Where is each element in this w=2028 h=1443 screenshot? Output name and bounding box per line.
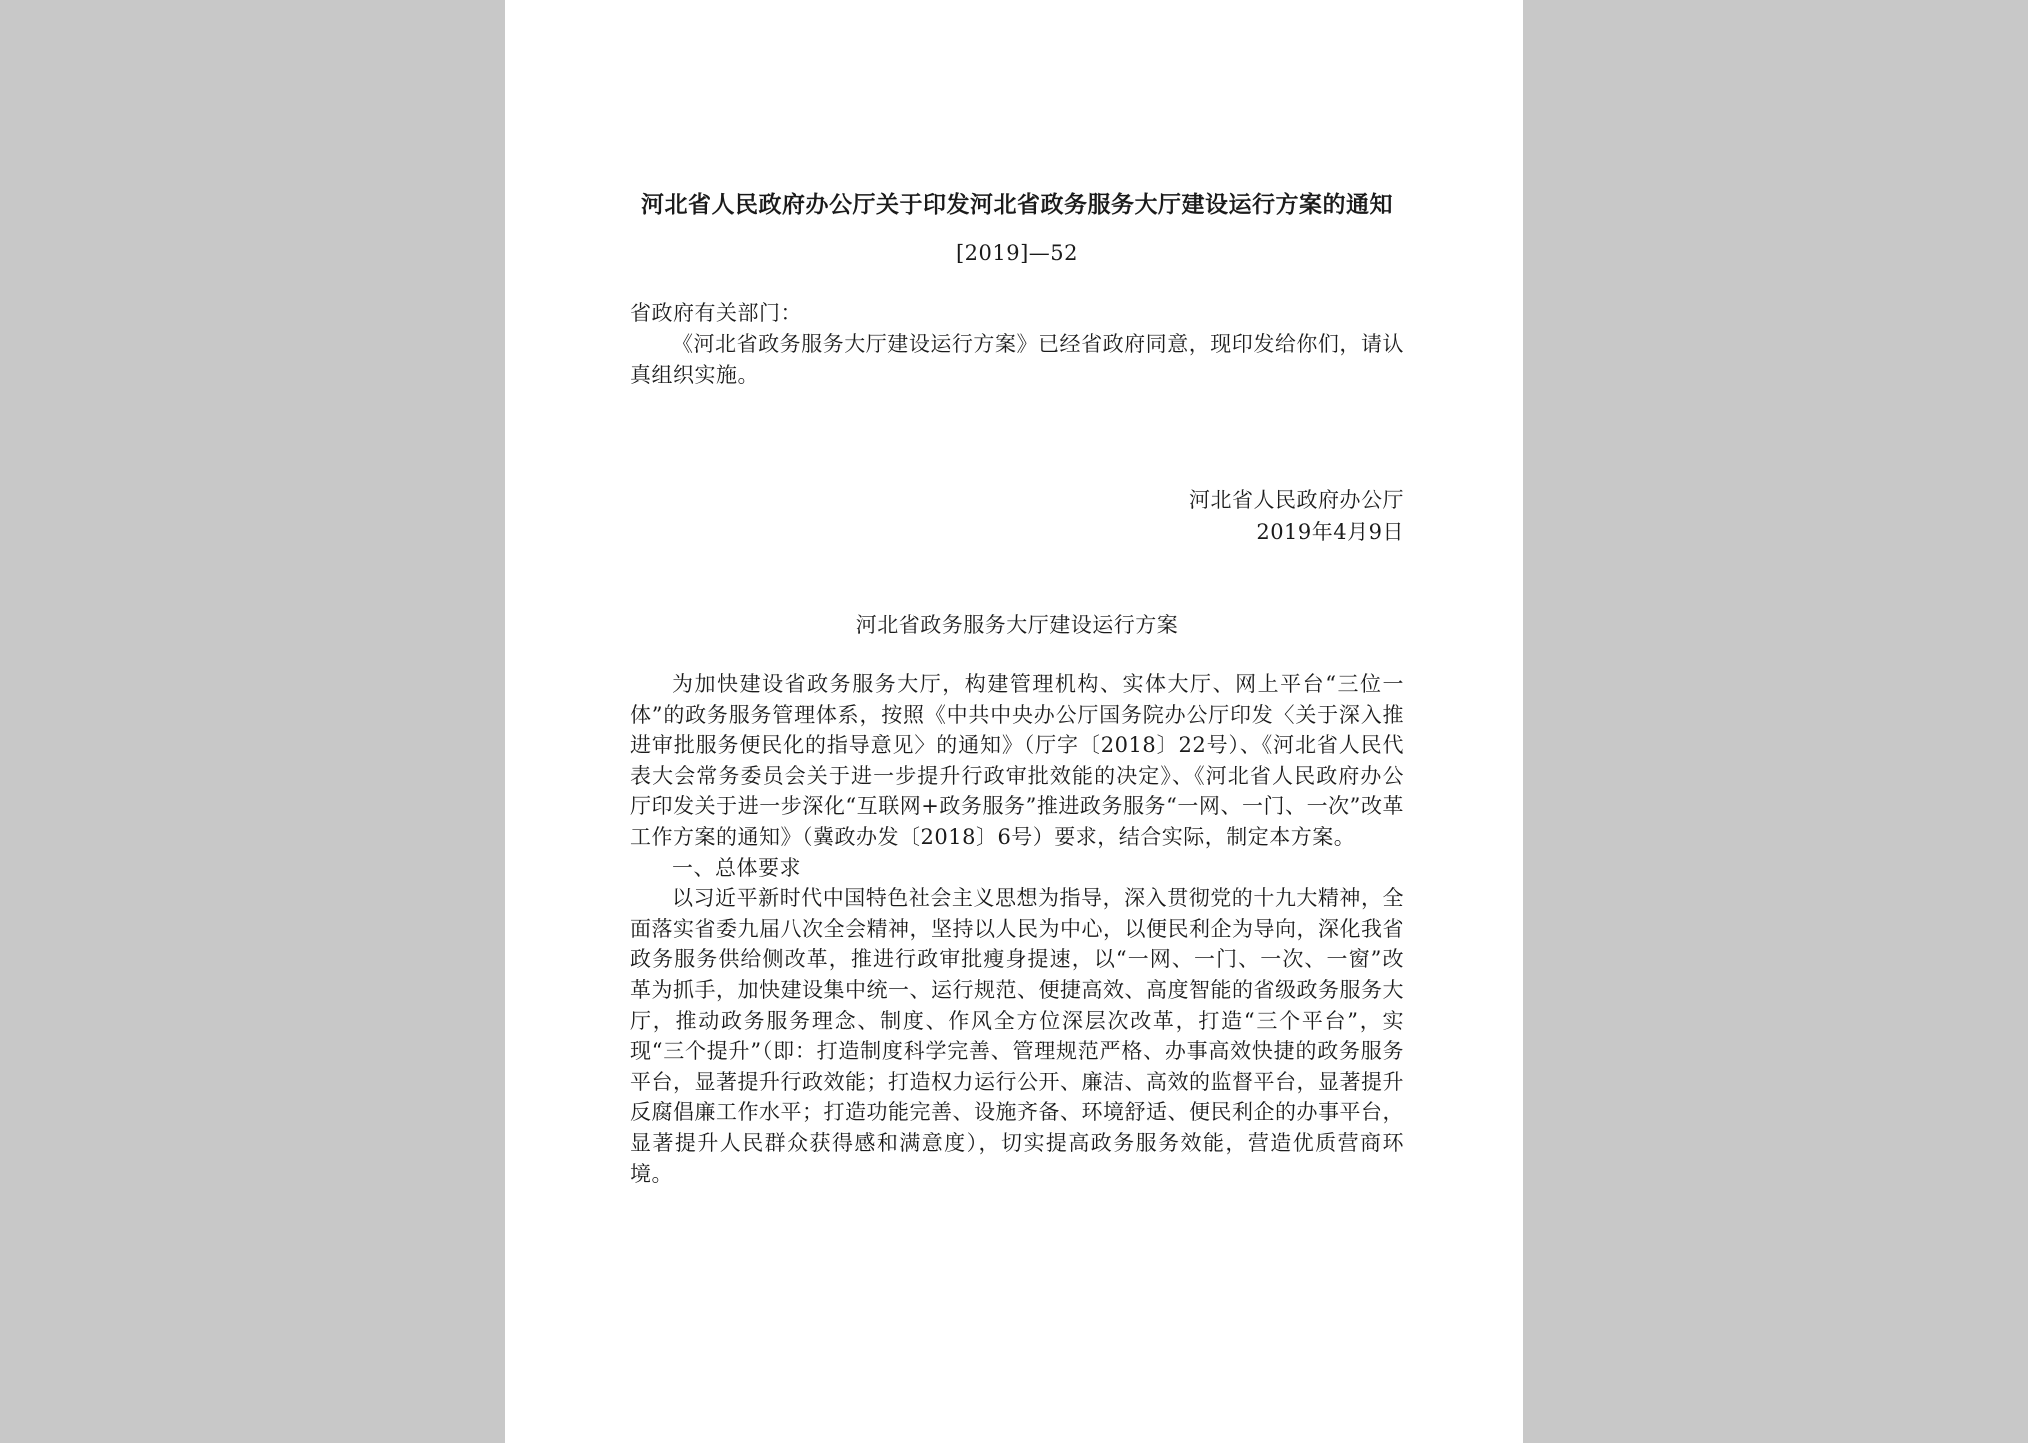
plan-paragraph-requirements: 以习近平新时代中国特色社会主义思想为指导，深入贯彻党的十九大精神，全面落实省委九届八次全会精神，坚持以人民为中心，以便民利企为导向，深化我省政务服务供给侧改革，推进行政审批瘦身提速，以“一网、一门、一次、一窗”改革为抓手，加快建设集中统一、运行规范、便捷高效、高度智能的省级政务服务大厅，推动政务服务理念、制度、作风全方位深层次改革，打造“三个平台”，实现“三个提升”（即：打造制度科学完善、管理规范严格、办事高效快捷的政务服务平台，显著提升行政效能；打造权力运行公开、廉洁、高效的监督平台，显著提升反腐倡廉工作水平；打造功能完善、设施齐备、环境舒适、便民利企的办事平台，显著提升人民群众获得感和满意度），切实提高政务服务效能，营造优质营商环境。 xyxy=(630,886,1404,1186)
notice-paragraph: 《河北省政务服务大厅建设运行方案》已经省政府同意，现印发给你们，请认真组织实施。 xyxy=(630,332,1404,387)
signature-block xyxy=(1189,484,1404,548)
plan-paragraph-intro: 为加快建设省政务服务大厅，构建管理机构、实体大厅、网上平台“三位一体”的政务服务管理体系，按照《中共中央办公厅国务院办公厅印发〈关于深入推进审批服务便民化的指导意见〉的通知》（厅字〔2018〕22号）、《河北省人民代表大会常务委员会关于进一步提升行政审批效能的决定》、《河北省人民政府办公厅印发关于进一步深化“互联网+政务服务”推进政务服务“一网、一门、一次”改革工作方案的通知》（冀政办发〔2018〕6号）要求，结合实际，制定本方案。 xyxy=(630,672,1404,849)
document-page xyxy=(505,0,1523,1443)
plan-body xyxy=(630,669,1404,1189)
plan-title: 河北省政务服务大厅建设运行方案 xyxy=(855,613,1179,637)
addressee: 省政府有关部门： xyxy=(630,301,802,325)
document-number: [2019]—52 xyxy=(955,241,1079,265)
document-title: 河北省人民政府办公厅关于印发河北省政务服务大厅建设运行方案的通知 xyxy=(641,191,1393,218)
notice-body xyxy=(630,329,1404,391)
signature-date: 2019年4月9日 xyxy=(1256,520,1404,544)
signature-org: 河北省人民政府办公厅 xyxy=(1189,488,1404,512)
section-heading: 一、总体要求 xyxy=(672,855,801,880)
